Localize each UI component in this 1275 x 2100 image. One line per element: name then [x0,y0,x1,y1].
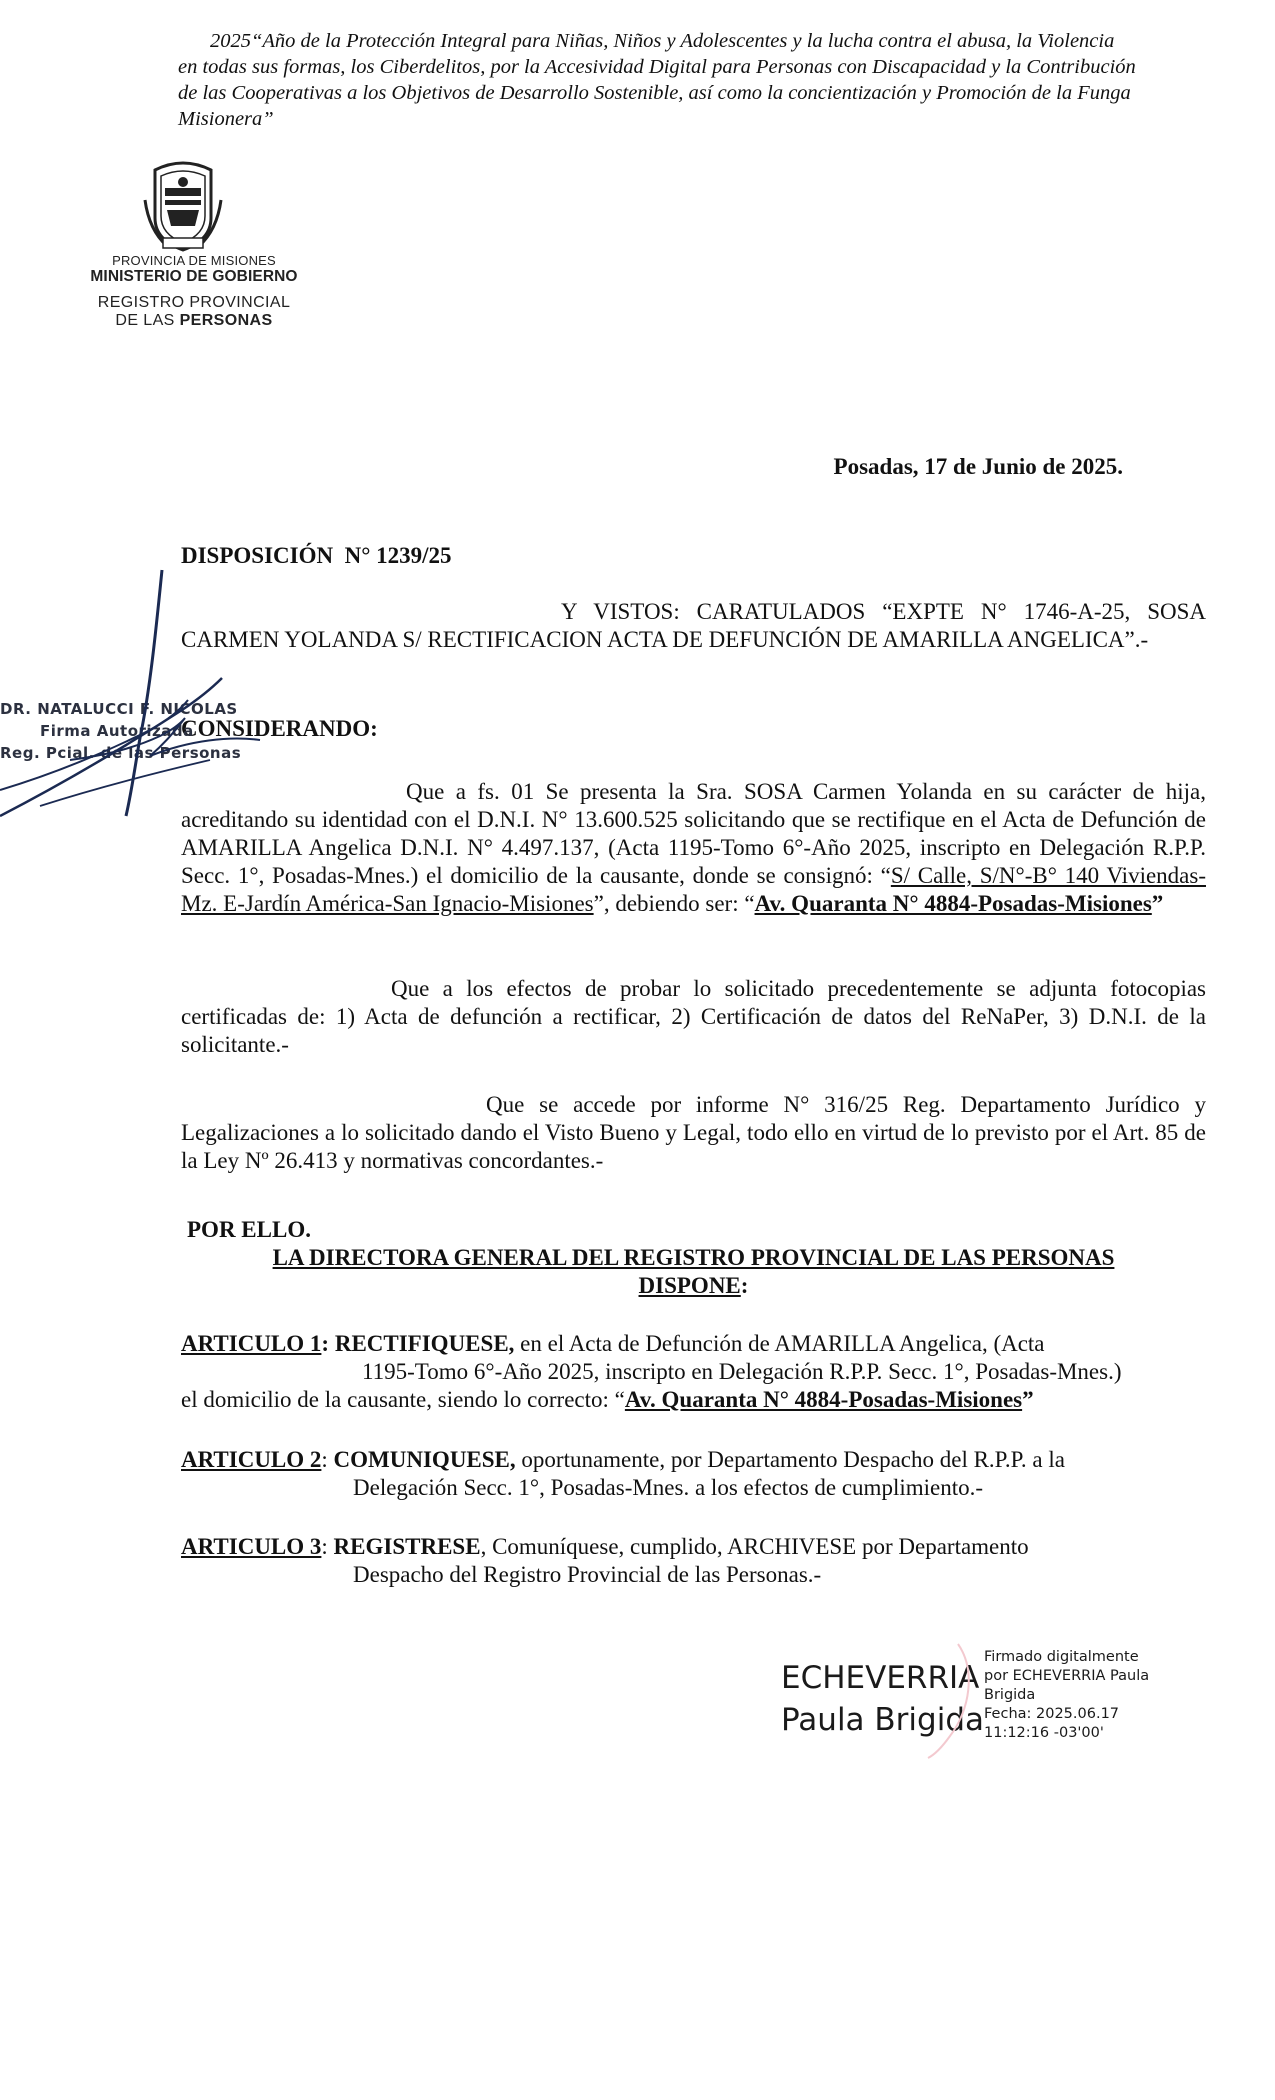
vistos-paragraph: Y VISTOS: CARATULADOS “EXPTE N° 1746-A-25, SOSA CARMEN YOLANDA S/ RECTIFICACION ACTA DE DEFUNCIÓN DE AMARILLA ANGELICA”.- [181,599,1206,652]
article-2-verb: COMUNIQUESE, [333,1447,516,1472]
considerando-paragraph-2: Que a los efectos de probar lo solicitado precedentemente se adjunta fotocopias certificadas de: 1) Acta de defunción a rectificar, 2) Certificación de datos del ReNaPer, 3) D.N.I. de la solicitante.- [181,976,1206,1057]
motto-line-3: de las Cooperativas a los Objetivos de Desarrollo Sostenible, así como la concientización y Promoción de la Funga [178,82,1131,104]
new-address: Av. Quaranta N° 4884-Posadas-Misiones [754,891,1152,916]
inst-registry: REGISTRO PROVINCIAL [97,294,291,311]
inst-persons: DE LAS PERSONAS [115,312,273,329]
article-1-address: Av. Quaranta N° 4884-Posadas-Misiones [624,1387,1023,1412]
motto-line-1: 2025“Año de la Protección Integral para Niñas, Niños y Adolescentes y la lucha contra el abusa, la Violencia [210,30,1115,52]
article-2: ARTICULO 2: COMUNIQUESE, oportunamente, por Departamento Despacho del R.P.P. a la Delegación Secc. 1°, Posadas-Mnes. a los efectos de cumplimiento.- [181,1447,1065,1500]
inst-ministry: MINISTERIO DE GOBIERNO [90,268,298,285]
por-ello: POR ELLO. [187,1217,311,1242]
article-1: ARTICULO 1: RECTIFIQUESE, en el Acta de Defunción de AMARILLA Angelica, (Acta 1195-Tomo 6°-Año 2025, inscripto en Delegación R.P.P. Secc. 1°, Posadas-Mnes.) el domicilio de la causante, siendo lo correcto: “Av. Quaranta N° 4884-Posadas-Misiones” [181,1331,1122,1412]
considerando-paragraph-3: Que se accede por informe N° 316/25 Reg. Departamento Jurídico y Legalizaciones a lo solicitado dando el Visto Bueno y Legal, todo ello en virtud de lo previsto por el Art. 85 de la Ley Nº 26.413 y normativas concordantes.- [181,1092,1206,1173]
directora-line: LA DIRECTORA GENERAL DEL REGISTRO PROVINCIAL DE LAS PERSONAS [272,1245,1115,1270]
disposition-number: DISPOSICIÓN N° 1239/25 [181,543,452,568]
article-3: ARTICULO 3: REGISTRESE, Comuníquese, cumplido, ARCHIVESE por Departamento Despacho del Registro Provincial de las Personas.- [181,1534,1029,1587]
motto-line-4: Misionera” [178,108,274,130]
considerando-heading: CONSIDERANDO: [181,716,378,741]
institution-block [70,253,318,330]
inst-province: PROVINCIA DE MISIONES [112,253,276,268]
province-crest-logo [143,160,223,252]
digital-signature-name: ECHEVERRIA Paula Brigida [781,1660,984,1738]
directora-heading: LA DIRECTORA GENERAL DEL REGISTRO PROVINCIAL DE LAS PERSONAS DISPONE: [181,1244,1206,1300]
article-1-label: ARTICULO 1 [181,1331,322,1356]
article-3-verb: REGISTRESE [333,1534,481,1559]
considerando-paragraph-1: Que a fs. 01 Se presenta la Sra. SOSA Carmen Yolanda en su carácter de hija, acreditando su identidad con el D.N.I. N° 13.600.525 solicitando que se rectifique en el Acta de Defunción de AMARILLA Angelica D.N.I. N° 4.497.137, (Acta 1195-Tomo 6°-Año 2025, inscripto en Delegación R.P.P. Secc. 1°, Posadas-Mnes.) el domicilio de la causante, donde se consignó: “S/ Calle, S/N°-B° 140 Viviendas-Mz. E-Jardín América-San Ignacio-Misiones”, debiendo ser: “Av. Quaranta N° 4884-Posadas-Misiones” [181,779,1206,916]
signature-flourish [920,1640,980,1760]
dispone: DISPONE [638,1273,741,1298]
old-address: S/ Calle, S/N°-B° 140 Viviendas-Mz. E-Jardín América-San Ignacio-Misiones [181,863,1206,916]
article-2-label: ARTICULO 2 [181,1447,322,1472]
motto-line-2: en todas sus formas, los Ciberdelitos, por la Accesividad Digital para Personas con Discapacidad y la Contribución [178,56,1136,78]
article-3-label: ARTICULO 3 [181,1534,322,1559]
document-date: Posadas, 17 de Junio de 2025. [833,454,1123,479]
article-1-verb: RECTIFIQUESE, [334,1331,515,1356]
header-motto [178,28,1178,132]
authorization-stamp: DR. NATALUCCI F. NICOLAS Firma Autorizada Reg. Pcial. de las Personas [0,700,242,762]
handwritten-signature [0,560,330,840]
digital-signature-info: Firmado digitalmente por ECHEVERRIA Paula Brigida Fecha: 2025.06.17 11:12:16 -03'00' [984,1649,1150,1741]
